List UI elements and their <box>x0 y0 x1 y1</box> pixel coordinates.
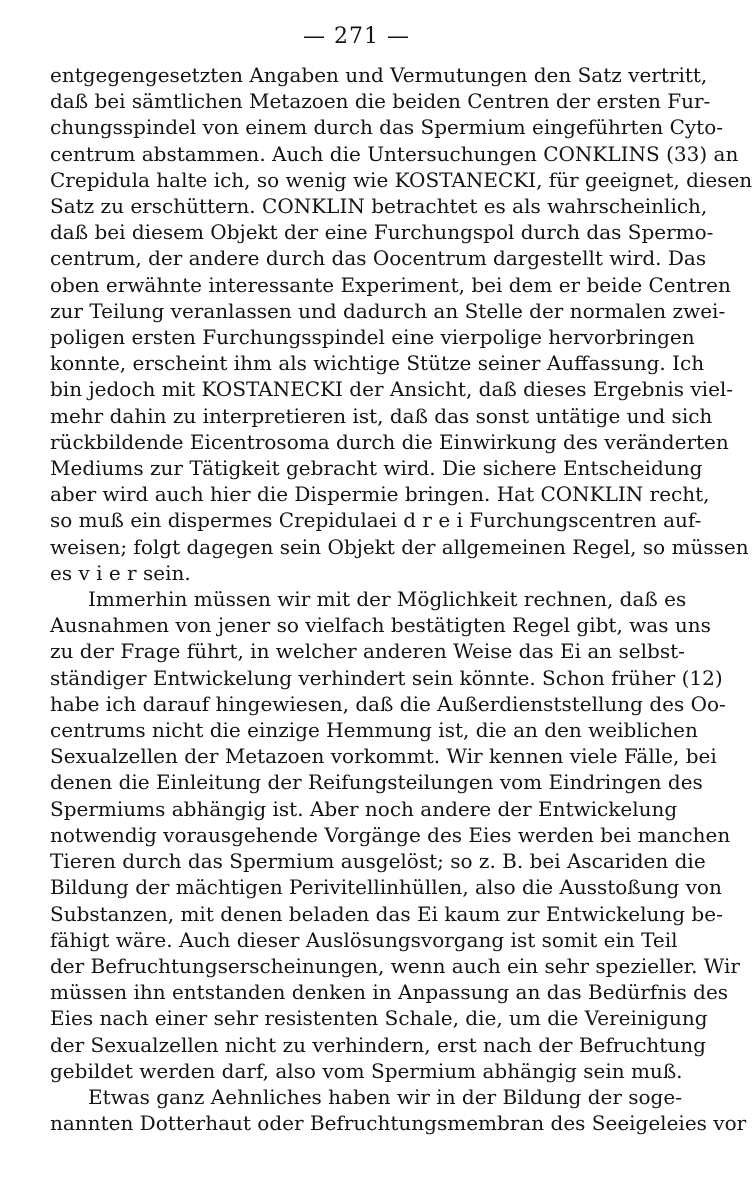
text-line: Substanzen, mit denen beladen das Ei kaum zur Entwickelung be- <box>50 901 723 926</box>
text-line: rückbildende Eicentrosoma durch die Einwirkung des veränderten <box>50 429 729 454</box>
text-line: es v i e r sein. <box>50 560 191 585</box>
text-line: fähigt wäre. Auch dieser Auslösungsvorgang ist somit ein Teil <box>50 927 678 952</box>
text-line: Sexualzellen der Metazoen vorkommt. Wir kennen viele Fälle, bei <box>50 744 717 769</box>
text-line: chungsspindel von einem durch das Spermium eingeführten Cyto- <box>50 115 724 140</box>
paragraph <box>50 586 740 1084</box>
text-line: daß bei diesem Objekt der eine Furchungspol durch das Spermo- <box>50 220 714 245</box>
text-line: daß bei sämtlichen Metazoen die beiden Centren der ersten Fur- <box>50 89 711 114</box>
text-line: bin jedoch mit KOSTANECKI der Ansicht, daß dieses Ergebnis viel- <box>50 377 734 402</box>
text-line: weisen; folgt dagegen sein Objekt der allgemeinen Regel, so müssen <box>50 534 749 559</box>
text-line: habe ich darauf hingewiesen, daß die Außerdienststellung des Oo- <box>50 691 726 716</box>
text-line: Bildung der mächtigen Perivitellinhüllen, also die Ausstoßung von <box>50 875 722 900</box>
text-line: der Sexualzellen nicht zu verhindern, erst nach der Befruchtung <box>50 1032 706 1057</box>
text-line: Immerhin müssen wir mit der Möglichkeit rechnen, daß es <box>88 587 687 612</box>
text-line: zur Teilung veranlassen und dadurch an Stelle der normalen zwei- <box>50 298 726 323</box>
text-line: centrum abstammen. Auch die Untersuchungen CONKLINS (33) an <box>50 141 739 166</box>
text-line: oben erwähnte interessante Experiment, bei dem er beide Centren <box>50 272 731 297</box>
text-line: Spermiums abhängig ist. Aber noch andere der Entwickelung <box>50 796 678 821</box>
text-line: Eies nach einer sehr resistenten Schale, die, um die Vereinigung <box>50 1006 708 1031</box>
text-line: notwendig vorausgehende Vorgänge des Eies werden bei manchen <box>50 822 731 847</box>
text-line: Ausnahmen von jener so vielfach bestätigten Regel gibt, was uns <box>50 613 711 638</box>
text-line: denen die Einleitung der Reifungsteilungen vom Eindringen des <box>50 770 703 795</box>
text-line: Crepidula halte ich, so wenig wie KOSTANECKI, für geeignet, diesen <box>50 167 752 192</box>
text-line: ständiger Entwickelung verhindert sein könnte. Schon früher (12) <box>50 665 723 690</box>
text-line: entgegengesetzten Angaben und Vermutungen den Satz vertritt, <box>50 63 708 87</box>
text-line: Mediums zur Tätigkeit gebracht wird. Die sichere Entscheidung <box>50 456 703 481</box>
text-line: Etwas ganz Aehnliches haben wir in der Bildung der soge- <box>88 1084 682 1109</box>
text-line: zu der Frage führt, in welcher anderen Weise das Ei an selbst- <box>50 639 685 664</box>
text-line: müssen ihn entstanden denken in Anpassung an das Bedürfnis des <box>50 980 729 1005</box>
text-line: aber wird auch hier die Dispermie bringen. Hat CONKLIN recht, <box>50 482 710 507</box>
text-line: centrums nicht die einzige Hemmung ist, die an den weiblichen <box>50 718 698 743</box>
paragraph <box>50 1084 747 1136</box>
text-line: der Befruchtungserscheinungen, wenn auch ein sehr spezieller. Wir <box>50 953 740 978</box>
text-line: Tieren durch das Spermium ausgelöst; so z. B. bei Ascariden die <box>50 849 706 874</box>
text-line: mehr dahin zu interpretieren ist, daß das sonst untätige und sich <box>50 403 713 428</box>
text-line: centrum, der andere durch das Oocentrum dargestellt wird. Das <box>50 246 707 271</box>
body-text <box>50 62 752 1136</box>
text-line: nannten Dotterhaut oder Befruchtungsmembran des Seeigeleies vor <box>50 1111 747 1136</box>
text-line: konnte, erscheint ihm als wichtige Stütze seiner Auffassung. Ich <box>50 351 705 376</box>
text-line: poligen ersten Furchungsspindel eine vierpolige hervorbringen <box>50 325 695 350</box>
paragraph <box>50 62 752 586</box>
text-line: gebildet werden darf, also vom Spermium abhängig sein muß. <box>50 1058 683 1083</box>
text-line: Satz zu erschüttern. CONKLIN betrachtet es als wahrscheinlich, <box>50 194 708 219</box>
page-number: — 271 — <box>303 24 410 49</box>
text-line: so muß ein dispermes Crepidulaei d r e i Furchungscentren auf- <box>50 508 702 533</box>
